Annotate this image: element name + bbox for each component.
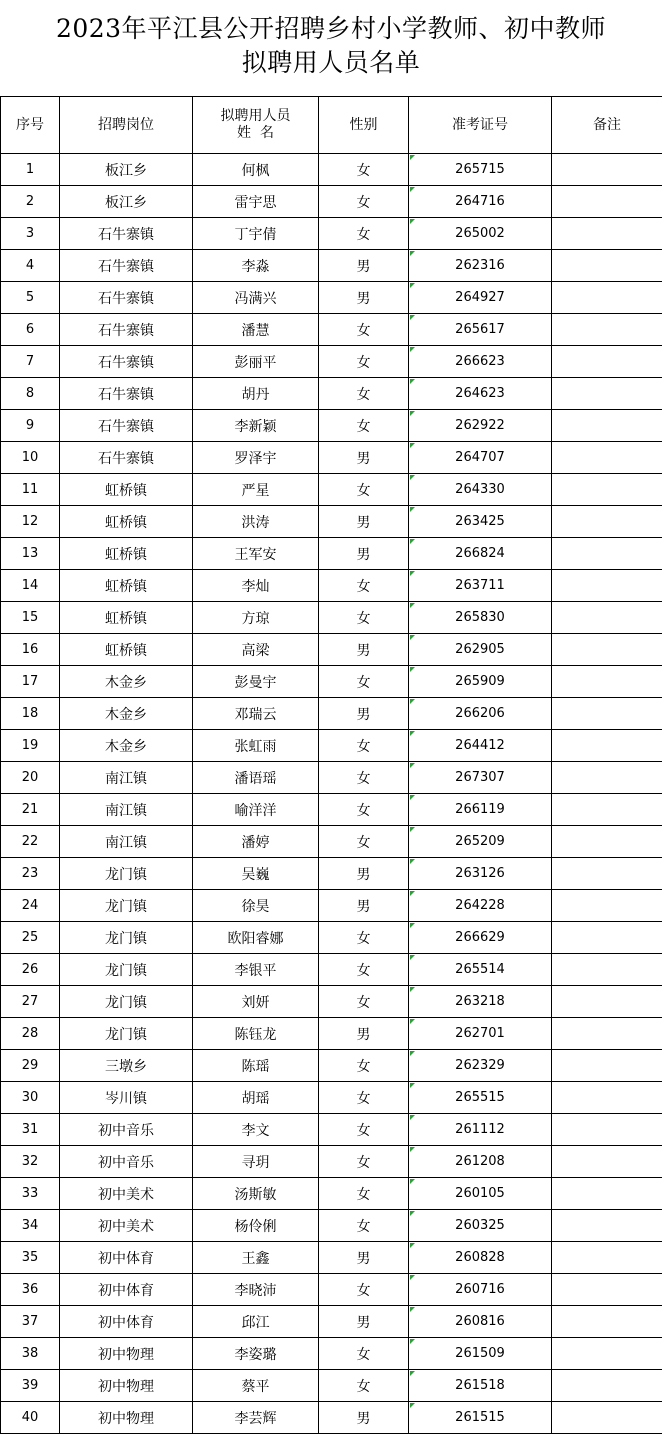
cell-name: 胡瑶 (193, 1082, 319, 1114)
cell-name: 洪涛 (193, 506, 319, 538)
cell-note (552, 250, 662, 282)
cell-seq: 33 (1, 1178, 60, 1210)
cell-note (552, 922, 662, 954)
cell-seq: 18 (1, 698, 60, 730)
cell-note (552, 890, 662, 922)
cell-gender: 女 (319, 794, 409, 826)
cell-post: 虹桥镇 (60, 570, 193, 602)
cell-seq: 2 (1, 186, 60, 218)
cell-post: 板江乡 (60, 186, 193, 218)
cell-post: 木金乡 (60, 730, 193, 762)
table-row (1, 218, 662, 250)
cell-name: 寻玥 (193, 1146, 319, 1178)
cell-note (552, 442, 662, 474)
table-row (1, 1050, 662, 1082)
table-row (1, 346, 662, 378)
cell-name: 喻洋洋 (193, 794, 319, 826)
cell-name: 李淼 (193, 250, 319, 282)
cell-name: 王军安 (193, 538, 319, 570)
cell-post: 虹桥镇 (60, 474, 193, 506)
cell-post: 初中物理 (60, 1402, 193, 1434)
cell-post: 龙门镇 (60, 1018, 193, 1050)
cell-name: 彭丽平 (193, 346, 319, 378)
cell-name: 方琼 (193, 602, 319, 634)
personnel-table (0, 96, 662, 1434)
cell-gender: 男 (319, 698, 409, 730)
cell-seq: 16 (1, 634, 60, 666)
cell-seq: 19 (1, 730, 60, 762)
cell-post: 石牛寨镇 (60, 346, 193, 378)
cell-gender: 男 (319, 1402, 409, 1434)
cell-post: 初中美术 (60, 1210, 193, 1242)
cell-seq: 11 (1, 474, 60, 506)
cell-gender: 女 (319, 826, 409, 858)
cell-post: 虹桥镇 (60, 634, 193, 666)
cell-note (552, 794, 662, 826)
cell-note (552, 282, 662, 314)
cell-name: 罗泽宇 (193, 442, 319, 474)
cell-post: 三墩乡 (60, 1050, 193, 1082)
table-row (1, 1082, 662, 1114)
cell-exam-no: 261515 (409, 1402, 552, 1434)
cell-exam-no: 264707 (409, 442, 552, 474)
cell-seq: 9 (1, 410, 60, 442)
title-line-1: 2023年平江县公开招聘乡村小学教师、初中教师 (0, 12, 662, 46)
cell-seq: 3 (1, 218, 60, 250)
table-row (1, 1114, 662, 1146)
cell-post: 初中体育 (60, 1306, 193, 1338)
cell-name: 李姿璐 (193, 1338, 319, 1370)
table-row (1, 410, 662, 442)
cell-note (552, 186, 662, 218)
cell-name: 杨伶俐 (193, 1210, 319, 1242)
cell-seq: 20 (1, 762, 60, 794)
table-row (1, 634, 662, 666)
cell-seq: 37 (1, 1306, 60, 1338)
table-row (1, 1338, 662, 1370)
cell-exam-no: 262905 (409, 634, 552, 666)
cell-exam-no: 266824 (409, 538, 552, 570)
cell-exam-no: 264330 (409, 474, 552, 506)
cell-post: 南江镇 (60, 826, 193, 858)
cell-name: 冯满兴 (193, 282, 319, 314)
cell-note (552, 1178, 662, 1210)
cell-seq: 31 (1, 1114, 60, 1146)
table-row (1, 1370, 662, 1402)
header-note: 备注 (552, 97, 662, 154)
cell-seq: 5 (1, 282, 60, 314)
cell-gender: 女 (319, 1082, 409, 1114)
cell-seq: 8 (1, 378, 60, 410)
table-row (1, 186, 662, 218)
table-row (1, 570, 662, 602)
cell-gender: 男 (319, 634, 409, 666)
table-row (1, 826, 662, 858)
table-row (1, 538, 662, 570)
cell-name: 吴巍 (193, 858, 319, 890)
cell-note (552, 1338, 662, 1370)
cell-seq: 12 (1, 506, 60, 538)
cell-name: 蔡平 (193, 1370, 319, 1402)
cell-note (552, 1114, 662, 1146)
cell-exam-no: 264412 (409, 730, 552, 762)
table-row (1, 922, 662, 954)
cell-name: 汤斯敏 (193, 1178, 319, 1210)
table-row (1, 986, 662, 1018)
cell-gender: 男 (319, 890, 409, 922)
document-title (0, 0, 662, 96)
cell-seq: 27 (1, 986, 60, 1018)
cell-note (552, 698, 662, 730)
cell-gender: 女 (319, 474, 409, 506)
cell-note (552, 730, 662, 762)
cell-note (552, 1402, 662, 1434)
cell-post: 虹桥镇 (60, 506, 193, 538)
cell-gender: 女 (319, 1114, 409, 1146)
cell-seq: 14 (1, 570, 60, 602)
cell-note (552, 1370, 662, 1402)
cell-note (552, 1082, 662, 1114)
cell-note (552, 858, 662, 890)
cell-gender: 男 (319, 858, 409, 890)
cell-note (552, 346, 662, 378)
cell-note (552, 1018, 662, 1050)
cell-gender: 男 (319, 442, 409, 474)
cell-gender: 女 (319, 346, 409, 378)
cell-seq: 30 (1, 1082, 60, 1114)
cell-post: 初中音乐 (60, 1146, 193, 1178)
cell-seq: 21 (1, 794, 60, 826)
cell-post: 南江镇 (60, 762, 193, 794)
cell-name: 王鑫 (193, 1242, 319, 1274)
cell-name: 彭曼宇 (193, 666, 319, 698)
table-row (1, 698, 662, 730)
cell-name: 丁宇倩 (193, 218, 319, 250)
table-row (1, 1210, 662, 1242)
cell-gender: 男 (319, 538, 409, 570)
header-exam-no: 准考证号 (409, 97, 552, 154)
cell-note (552, 826, 662, 858)
cell-post: 虹桥镇 (60, 602, 193, 634)
table-row (1, 1306, 662, 1338)
cell-post: 石牛寨镇 (60, 410, 193, 442)
cell-seq: 13 (1, 538, 60, 570)
cell-post: 木金乡 (60, 666, 193, 698)
cell-seq: 7 (1, 346, 60, 378)
cell-exam-no: 261509 (409, 1338, 552, 1370)
cell-note (552, 634, 662, 666)
header-name-line-1: 拟聘用人员 (193, 108, 318, 125)
cell-note (552, 218, 662, 250)
cell-post: 石牛寨镇 (60, 218, 193, 250)
cell-gender: 女 (319, 1210, 409, 1242)
cell-exam-no: 262316 (409, 250, 552, 282)
table-row (1, 794, 662, 826)
cell-gender: 女 (319, 1178, 409, 1210)
cell-gender: 女 (319, 986, 409, 1018)
cell-gender: 男 (319, 1306, 409, 1338)
cell-post: 初中体育 (60, 1242, 193, 1274)
cell-exam-no: 264716 (409, 186, 552, 218)
cell-exam-no: 260105 (409, 1178, 552, 1210)
cell-note (552, 1146, 662, 1178)
cell-note (552, 954, 662, 986)
cell-exam-no: 264927 (409, 282, 552, 314)
cell-gender: 女 (319, 730, 409, 762)
cell-name: 张虹雨 (193, 730, 319, 762)
cell-name: 邱江 (193, 1306, 319, 1338)
cell-name: 潘慧 (193, 314, 319, 346)
cell-gender: 女 (319, 570, 409, 602)
cell-seq: 34 (1, 1210, 60, 1242)
cell-exam-no: 265909 (409, 666, 552, 698)
cell-name: 刘妍 (193, 986, 319, 1018)
cell-note (552, 1210, 662, 1242)
cell-seq: 26 (1, 954, 60, 986)
cell-seq: 23 (1, 858, 60, 890)
table-row (1, 858, 662, 890)
cell-name: 徐昊 (193, 890, 319, 922)
cell-gender: 男 (319, 506, 409, 538)
cell-gender: 男 (319, 1242, 409, 1274)
cell-note (552, 1274, 662, 1306)
cell-post: 石牛寨镇 (60, 442, 193, 474)
cell-gender: 男 (319, 250, 409, 282)
cell-gender: 男 (319, 1018, 409, 1050)
cell-gender: 女 (319, 762, 409, 794)
cell-name: 邓瑞云 (193, 698, 319, 730)
cell-exam-no: 263126 (409, 858, 552, 890)
cell-seq: 4 (1, 250, 60, 282)
cell-exam-no: 266119 (409, 794, 552, 826)
header-gender: 性别 (319, 97, 409, 154)
cell-post: 岑川镇 (60, 1082, 193, 1114)
cell-name: 陈瑶 (193, 1050, 319, 1082)
cell-exam-no: 266629 (409, 922, 552, 954)
cell-note (552, 154, 662, 186)
header-name-line-2: 姓 名 (193, 125, 318, 142)
cell-gender: 女 (319, 666, 409, 698)
cell-post: 石牛寨镇 (60, 250, 193, 282)
cell-post: 板江乡 (60, 154, 193, 186)
cell-name: 严星 (193, 474, 319, 506)
header-seq: 序号 (1, 97, 60, 154)
cell-seq: 40 (1, 1402, 60, 1434)
cell-exam-no: 263218 (409, 986, 552, 1018)
cell-gender: 女 (319, 954, 409, 986)
cell-gender: 女 (319, 218, 409, 250)
cell-name: 李新颖 (193, 410, 319, 442)
cell-note (552, 1050, 662, 1082)
cell-exam-no: 265617 (409, 314, 552, 346)
cell-note (552, 570, 662, 602)
cell-gender: 女 (319, 1050, 409, 1082)
cell-name: 雷宇思 (193, 186, 319, 218)
cell-note (552, 1306, 662, 1338)
cell-exam-no: 262329 (409, 1050, 552, 1082)
table-body (1, 154, 662, 1434)
cell-name: 潘语瑶 (193, 762, 319, 794)
cell-post: 石牛寨镇 (60, 378, 193, 410)
table-row (1, 1178, 662, 1210)
cell-exam-no: 260325 (409, 1210, 552, 1242)
table-row (1, 1018, 662, 1050)
table-row (1, 890, 662, 922)
cell-post: 初中音乐 (60, 1114, 193, 1146)
cell-note (552, 410, 662, 442)
cell-name: 何枫 (193, 154, 319, 186)
cell-exam-no: 260828 (409, 1242, 552, 1274)
cell-note (552, 666, 662, 698)
table-row (1, 282, 662, 314)
table-header-row (1, 97, 662, 154)
cell-exam-no: 261208 (409, 1146, 552, 1178)
cell-gender: 女 (319, 154, 409, 186)
cell-post: 龙门镇 (60, 922, 193, 954)
table-row (1, 602, 662, 634)
cell-exam-no: 263711 (409, 570, 552, 602)
cell-post: 龙门镇 (60, 986, 193, 1018)
cell-exam-no: 266623 (409, 346, 552, 378)
cell-seq: 35 (1, 1242, 60, 1274)
cell-name: 李银平 (193, 954, 319, 986)
cell-post: 初中物理 (60, 1370, 193, 1402)
cell-gender: 女 (319, 1370, 409, 1402)
cell-seq: 10 (1, 442, 60, 474)
cell-exam-no: 263425 (409, 506, 552, 538)
cell-seq: 29 (1, 1050, 60, 1082)
cell-seq: 25 (1, 922, 60, 954)
cell-gender: 女 (319, 410, 409, 442)
cell-post: 初中美术 (60, 1178, 193, 1210)
cell-note (552, 762, 662, 794)
table-row (1, 250, 662, 282)
cell-exam-no: 264228 (409, 890, 552, 922)
cell-seq: 28 (1, 1018, 60, 1050)
cell-note (552, 506, 662, 538)
cell-gender: 女 (319, 1146, 409, 1178)
title-line-2: 拟聘用人员名单 (0, 46, 662, 80)
cell-exam-no: 265209 (409, 826, 552, 858)
cell-seq: 22 (1, 826, 60, 858)
cell-gender: 女 (319, 602, 409, 634)
table-row (1, 378, 662, 410)
cell-name: 李文 (193, 1114, 319, 1146)
cell-exam-no: 262701 (409, 1018, 552, 1050)
cell-name: 李晓沛 (193, 1274, 319, 1306)
cell-note (552, 474, 662, 506)
cell-name: 胡丹 (193, 378, 319, 410)
cell-exam-no: 265515 (409, 1082, 552, 1114)
cell-seq: 1 (1, 154, 60, 186)
table-row (1, 730, 662, 762)
cell-note (552, 538, 662, 570)
cell-gender: 女 (319, 314, 409, 346)
cell-name: 李灿 (193, 570, 319, 602)
cell-note (552, 314, 662, 346)
cell-exam-no: 260816 (409, 1306, 552, 1338)
cell-post: 南江镇 (60, 794, 193, 826)
cell-seq: 38 (1, 1338, 60, 1370)
cell-exam-no: 265830 (409, 602, 552, 634)
cell-exam-no: 260716 (409, 1274, 552, 1306)
cell-exam-no: 261112 (409, 1114, 552, 1146)
cell-gender: 女 (319, 378, 409, 410)
cell-post: 初中体育 (60, 1274, 193, 1306)
cell-gender: 女 (319, 186, 409, 218)
cell-seq: 15 (1, 602, 60, 634)
table-row (1, 1242, 662, 1274)
cell-exam-no: 261518 (409, 1370, 552, 1402)
cell-seq: 39 (1, 1370, 60, 1402)
cell-seq: 17 (1, 666, 60, 698)
table-row (1, 954, 662, 986)
cell-gender: 女 (319, 1338, 409, 1370)
table-row (1, 154, 662, 186)
cell-exam-no: 264623 (409, 378, 552, 410)
cell-post: 龙门镇 (60, 890, 193, 922)
cell-seq: 6 (1, 314, 60, 346)
table-row (1, 762, 662, 794)
table-row (1, 1274, 662, 1306)
cell-name: 李芸辉 (193, 1402, 319, 1434)
table-row (1, 474, 662, 506)
cell-note (552, 378, 662, 410)
cell-post: 初中物理 (60, 1338, 193, 1370)
cell-post: 石牛寨镇 (60, 314, 193, 346)
cell-name: 潘婷 (193, 826, 319, 858)
cell-gender: 女 (319, 922, 409, 954)
cell-post: 龙门镇 (60, 954, 193, 986)
header-post: 招聘岗位 (60, 97, 193, 154)
cell-note (552, 602, 662, 634)
cell-seq: 36 (1, 1274, 60, 1306)
cell-post: 龙门镇 (60, 858, 193, 890)
cell-name: 欧阳睿娜 (193, 922, 319, 954)
cell-post: 石牛寨镇 (60, 282, 193, 314)
table-row (1, 666, 662, 698)
cell-name: 陈钰龙 (193, 1018, 319, 1050)
table-row (1, 1146, 662, 1178)
cell-seq: 24 (1, 890, 60, 922)
cell-note (552, 986, 662, 1018)
cell-exam-no: 262922 (409, 410, 552, 442)
cell-post: 虹桥镇 (60, 538, 193, 570)
cell-exam-no: 265715 (409, 154, 552, 186)
cell-exam-no: 267307 (409, 762, 552, 794)
table-row (1, 506, 662, 538)
table-row (1, 1402, 662, 1434)
cell-seq: 32 (1, 1146, 60, 1178)
cell-exam-no: 265514 (409, 954, 552, 986)
cell-post: 木金乡 (60, 698, 193, 730)
cell-gender: 女 (319, 1274, 409, 1306)
cell-gender: 男 (319, 282, 409, 314)
table-row (1, 442, 662, 474)
table-row (1, 314, 662, 346)
header-name (193, 97, 319, 154)
cell-name: 高梁 (193, 634, 319, 666)
cell-exam-no: 266206 (409, 698, 552, 730)
cell-note (552, 1242, 662, 1274)
cell-exam-no: 265002 (409, 218, 552, 250)
